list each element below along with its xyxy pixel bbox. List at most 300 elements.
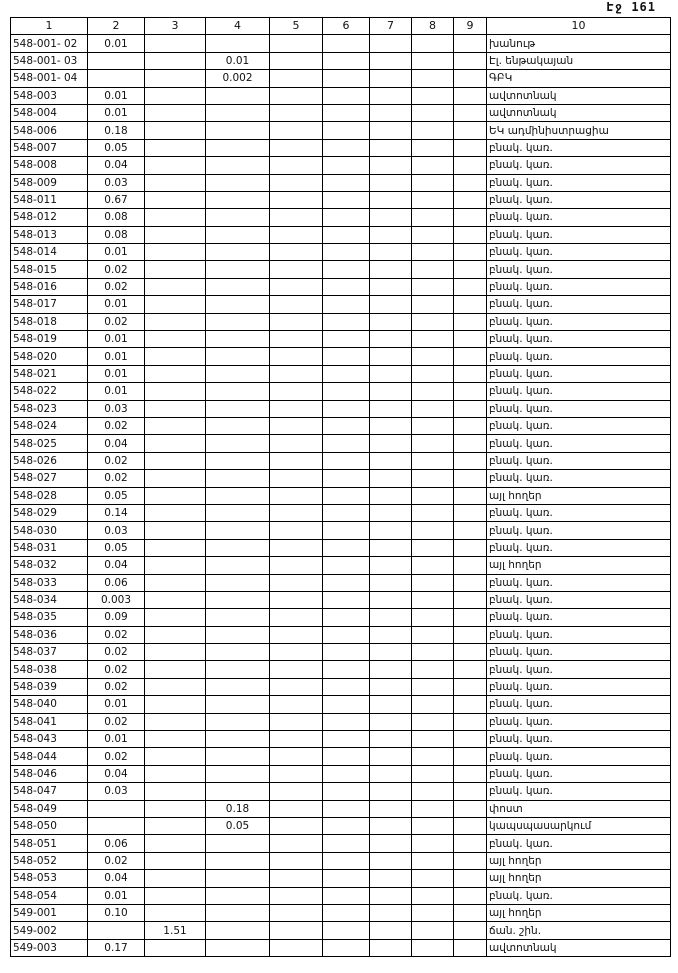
cell-col-3 [145, 817, 206, 834]
cell-col-2: 0.05 [88, 487, 145, 504]
cell-col-2 [88, 52, 145, 69]
cell-col-5 [270, 122, 323, 139]
cell-col-9 [454, 174, 487, 191]
cell-col-3 [145, 609, 206, 626]
cell-col-8 [412, 783, 454, 800]
cell-col-5 [270, 261, 323, 278]
cell-col-4 [206, 174, 270, 191]
cell-col-9 [454, 470, 487, 487]
cell-col-10: բնակ. կառ. [487, 765, 671, 782]
cell-col-2: 0.05 [88, 139, 145, 156]
cell-col-10: բնակ. կառ. [487, 696, 671, 713]
cell-col-1: 548-021 [11, 365, 88, 382]
cell-col-3 [145, 261, 206, 278]
cell-col-1: 548-020 [11, 348, 88, 365]
table-row [11, 731, 671, 748]
cell-col-10: ԳԲԿ [487, 70, 671, 87]
cell-col-4: 0.002 [206, 70, 270, 87]
cell-col-7 [370, 817, 412, 834]
cell-col-6 [323, 626, 370, 643]
cell-col-6 [323, 504, 370, 521]
cell-col-9 [454, 52, 487, 69]
cell-col-10: այլ հողեր [487, 852, 671, 869]
table-row [11, 331, 671, 348]
cell-col-7 [370, 765, 412, 782]
cell-col-8 [412, 331, 454, 348]
cell-col-3 [145, 87, 206, 104]
cell-col-6 [323, 487, 370, 504]
cell-col-10: ավտոտնակ [487, 104, 671, 121]
cell-col-7 [370, 209, 412, 226]
cell-col-6 [323, 713, 370, 730]
cell-col-2: 0.01 [88, 887, 145, 904]
cell-col-8 [412, 731, 454, 748]
table-row [11, 591, 671, 608]
cell-col-7 [370, 226, 412, 243]
cell-col-6 [323, 52, 370, 69]
cell-col-4 [206, 696, 270, 713]
cell-col-9 [454, 904, 487, 921]
cell-col-6 [323, 609, 370, 626]
table-row [11, 835, 671, 852]
cell-col-1: 548-025 [11, 435, 88, 452]
table-row [11, 296, 671, 313]
cell-col-3 [145, 713, 206, 730]
cell-col-6 [323, 939, 370, 956]
cell-col-3 [145, 852, 206, 869]
cell-col-9 [454, 400, 487, 417]
table-row [11, 904, 671, 921]
cell-col-7 [370, 191, 412, 208]
cell-col-1: 548-037 [11, 644, 88, 661]
cell-col-6 [323, 104, 370, 121]
table-row [11, 800, 671, 817]
cell-col-8 [412, 817, 454, 834]
cell-col-9 [454, 574, 487, 591]
cell-col-8 [412, 139, 454, 156]
cell-col-8 [412, 157, 454, 174]
table-row [11, 817, 671, 834]
cell-col-8 [412, 487, 454, 504]
cell-col-5 [270, 400, 323, 417]
cell-col-3 [145, 765, 206, 782]
cell-col-4: 0.01 [206, 52, 270, 69]
cell-col-5 [270, 713, 323, 730]
cell-col-9 [454, 817, 487, 834]
cell-col-3 [145, 887, 206, 904]
cell-col-4 [206, 522, 270, 539]
cell-col-8 [412, 244, 454, 261]
cell-col-2: 0.01 [88, 331, 145, 348]
cell-col-6 [323, 174, 370, 191]
cell-col-6 [323, 765, 370, 782]
cell-col-4 [206, 678, 270, 695]
cell-col-7 [370, 174, 412, 191]
cell-col-10: բնակ. կառ. [487, 209, 671, 226]
cell-col-10: բնակ. կառ. [487, 678, 671, 695]
cell-col-5 [270, 574, 323, 591]
cell-col-6 [323, 557, 370, 574]
cell-col-5 [270, 922, 323, 939]
cell-col-8 [412, 52, 454, 69]
cell-col-10: բնակ. կառ. [487, 470, 671, 487]
cell-col-7 [370, 383, 412, 400]
table-row [11, 539, 671, 556]
cell-col-7 [370, 435, 412, 452]
cell-col-3: 1.51 [145, 922, 206, 939]
cell-col-7 [370, 470, 412, 487]
cell-col-6 [323, 922, 370, 939]
cell-col-6 [323, 887, 370, 904]
cell-col-4 [206, 487, 270, 504]
cell-col-8 [412, 122, 454, 139]
cell-col-10: Էլ. ենթակայան [487, 52, 671, 69]
cell-col-6 [323, 661, 370, 678]
cell-col-7 [370, 278, 412, 295]
cell-col-6 [323, 452, 370, 469]
cell-col-5 [270, 904, 323, 921]
cell-col-10: այլ հողեր [487, 904, 671, 921]
table-row [11, 644, 671, 661]
cell-col-1: 548-032 [11, 557, 88, 574]
table-row [11, 765, 671, 782]
cell-col-5 [270, 731, 323, 748]
cell-col-5 [270, 296, 323, 313]
cell-col-7 [370, 870, 412, 887]
cell-col-3 [145, 904, 206, 921]
cell-col-3 [145, 52, 206, 69]
column-header-7: 7 [370, 18, 412, 35]
table-row [11, 435, 671, 452]
cell-col-10: բնակ. կառ. [487, 748, 671, 765]
cell-col-9 [454, 122, 487, 139]
cell-col-6 [323, 591, 370, 608]
cell-col-8 [412, 278, 454, 295]
cell-col-4 [206, 348, 270, 365]
cell-col-9 [454, 557, 487, 574]
cell-col-8 [412, 452, 454, 469]
cell-col-8 [412, 922, 454, 939]
cell-col-7 [370, 365, 412, 382]
cell-col-5 [270, 331, 323, 348]
cell-col-9 [454, 644, 487, 661]
cell-col-4 [206, 191, 270, 208]
cell-col-6 [323, 244, 370, 261]
cell-col-10: բնակ. կառ. [487, 731, 671, 748]
cell-col-2: 0.08 [88, 209, 145, 226]
cell-col-10: բնակ. կառ. [487, 835, 671, 852]
cell-col-4 [206, 557, 270, 574]
cell-col-8 [412, 800, 454, 817]
cell-col-9 [454, 870, 487, 887]
cell-col-3 [145, 35, 206, 52]
cell-col-3 [145, 800, 206, 817]
cell-col-10: բնակ. կառ. [487, 574, 671, 591]
cell-col-7 [370, 591, 412, 608]
cell-col-4 [206, 887, 270, 904]
cell-col-9 [454, 348, 487, 365]
cell-col-4 [206, 435, 270, 452]
cell-col-10: բնակ. կառ. [487, 609, 671, 626]
cell-col-1: 548-001- 02 [11, 35, 88, 52]
table-row [11, 87, 671, 104]
table-row [11, 278, 671, 295]
cell-col-5 [270, 939, 323, 956]
cell-col-2: 0.01 [88, 35, 145, 52]
column-header-1: 1 [11, 18, 88, 35]
cell-col-2: 0.04 [88, 870, 145, 887]
cell-col-5 [270, 191, 323, 208]
cell-col-4 [206, 383, 270, 400]
table-row [11, 191, 671, 208]
cell-col-10: բնակ. կառ. [487, 313, 671, 330]
cell-col-6 [323, 417, 370, 434]
cell-col-8 [412, 626, 454, 643]
cell-col-9 [454, 244, 487, 261]
cell-col-10: բնակ. կառ. [487, 383, 671, 400]
column-header-4: 4 [206, 18, 270, 35]
cell-col-3 [145, 574, 206, 591]
cell-col-8 [412, 104, 454, 121]
cell-col-6 [323, 470, 370, 487]
cell-col-5 [270, 678, 323, 695]
cell-col-7 [370, 157, 412, 174]
cell-col-8 [412, 609, 454, 626]
cell-col-4 [206, 539, 270, 556]
cell-col-2: 0.03 [88, 522, 145, 539]
cell-col-1: 548-008 [11, 157, 88, 174]
cell-col-10: բնակ. կառ. [487, 226, 671, 243]
cell-col-9 [454, 383, 487, 400]
cell-col-9 [454, 435, 487, 452]
cell-col-5 [270, 383, 323, 400]
cell-col-10: բնակ. կառ. [487, 261, 671, 278]
cell-col-3 [145, 661, 206, 678]
cell-col-3 [145, 278, 206, 295]
cell-col-6 [323, 870, 370, 887]
cell-col-4 [206, 713, 270, 730]
cell-col-5 [270, 696, 323, 713]
cell-col-2: 0.01 [88, 104, 145, 121]
cell-col-8 [412, 678, 454, 695]
cell-col-10: բնակ. կառ. [487, 713, 671, 730]
cell-col-1: 548-012 [11, 209, 88, 226]
cell-col-6 [323, 522, 370, 539]
cell-col-5 [270, 139, 323, 156]
cell-col-9 [454, 765, 487, 782]
cell-col-5 [270, 783, 323, 800]
cell-col-8 [412, 470, 454, 487]
cell-col-2 [88, 922, 145, 939]
cell-col-2: 0.01 [88, 244, 145, 261]
cell-col-6 [323, 70, 370, 87]
cell-col-7 [370, 852, 412, 869]
cell-col-9 [454, 748, 487, 765]
cell-col-6 [323, 904, 370, 921]
cell-col-1: 548-038 [11, 661, 88, 678]
cell-col-3 [145, 400, 206, 417]
table-row [11, 226, 671, 243]
cell-col-2: 0.02 [88, 852, 145, 869]
cell-col-9 [454, 417, 487, 434]
cell-col-3 [145, 365, 206, 382]
cell-col-5 [270, 800, 323, 817]
cell-col-4 [206, 765, 270, 782]
cell-col-10: ավտոտնակ [487, 939, 671, 956]
cell-col-10: բնակ. կառ. [487, 400, 671, 417]
cell-col-9 [454, 487, 487, 504]
cell-col-8 [412, 696, 454, 713]
cell-col-4 [206, 870, 270, 887]
cell-col-3 [145, 644, 206, 661]
cell-col-8 [412, 209, 454, 226]
cell-col-5 [270, 244, 323, 261]
cell-col-6 [323, 383, 370, 400]
cell-col-3 [145, 835, 206, 852]
cell-col-6 [323, 835, 370, 852]
cell-col-3 [145, 678, 206, 695]
cell-col-8 [412, 574, 454, 591]
cell-col-3 [145, 244, 206, 261]
cell-col-5 [270, 644, 323, 661]
cell-col-9 [454, 452, 487, 469]
cell-col-6 [323, 209, 370, 226]
cell-col-9 [454, 835, 487, 852]
cell-col-7 [370, 609, 412, 626]
cell-col-8 [412, 522, 454, 539]
cell-col-5 [270, 470, 323, 487]
cell-col-5 [270, 487, 323, 504]
table-row [11, 261, 671, 278]
cell-col-2: 0.14 [88, 504, 145, 521]
cell-col-10: փոստ [487, 800, 671, 817]
cell-col-2: 0.01 [88, 731, 145, 748]
cell-col-8 [412, 748, 454, 765]
cell-col-7 [370, 261, 412, 278]
cell-col-4 [206, 35, 270, 52]
cell-col-10: ԵԿ ադմինիստրացիա [487, 122, 671, 139]
cell-col-6 [323, 435, 370, 452]
cell-col-1: 548-024 [11, 417, 88, 434]
cell-col-2: 0.02 [88, 661, 145, 678]
cell-col-4 [206, 748, 270, 765]
cell-col-3 [145, 748, 206, 765]
cell-col-2: 0.03 [88, 400, 145, 417]
cell-col-3 [145, 122, 206, 139]
cell-col-2: 0.04 [88, 435, 145, 452]
cell-col-1: 548-046 [11, 765, 88, 782]
cell-col-3 [145, 157, 206, 174]
cell-col-4 [206, 261, 270, 278]
cell-col-9 [454, 35, 487, 52]
cell-col-9 [454, 157, 487, 174]
cell-col-4 [206, 504, 270, 521]
cell-col-8 [412, 887, 454, 904]
cell-col-5 [270, 835, 323, 852]
cell-col-9 [454, 626, 487, 643]
cell-col-6 [323, 800, 370, 817]
cell-col-1: 549-002 [11, 922, 88, 939]
cell-col-7 [370, 557, 412, 574]
cell-col-7 [370, 644, 412, 661]
cell-col-6 [323, 365, 370, 382]
cell-col-10: բնակ. կառ. [487, 365, 671, 382]
cell-col-5 [270, 452, 323, 469]
table-row [11, 174, 671, 191]
cell-col-5 [270, 52, 323, 69]
cell-col-8 [412, 174, 454, 191]
cell-col-3 [145, 348, 206, 365]
column-header-3: 3 [145, 18, 206, 35]
cell-col-1: 548-040 [11, 696, 88, 713]
cell-col-8 [412, 435, 454, 452]
table-row [11, 52, 671, 69]
cell-col-10: բնակ. կառ. [487, 139, 671, 156]
header-row [11, 18, 671, 35]
cell-col-5 [270, 609, 323, 626]
cell-col-5 [270, 504, 323, 521]
cell-col-10: բնակ. կառ. [487, 435, 671, 452]
cell-col-8 [412, 557, 454, 574]
cell-col-2: 0.01 [88, 383, 145, 400]
table-row [11, 696, 671, 713]
cell-col-4 [206, 400, 270, 417]
cell-col-5 [270, 417, 323, 434]
cell-col-8 [412, 870, 454, 887]
cell-col-8 [412, 226, 454, 243]
cell-col-8 [412, 383, 454, 400]
table-row [11, 609, 671, 626]
cell-col-7 [370, 348, 412, 365]
table-row [11, 157, 671, 174]
cell-col-8 [412, 35, 454, 52]
table-row [11, 748, 671, 765]
cell-col-5 [270, 87, 323, 104]
cell-col-2: 0.03 [88, 174, 145, 191]
cell-col-7 [370, 52, 412, 69]
cell-col-5 [270, 557, 323, 574]
cell-col-8 [412, 417, 454, 434]
cell-col-1: 549-001 [11, 904, 88, 921]
cell-col-8 [412, 765, 454, 782]
table-row [11, 470, 671, 487]
cell-col-8 [412, 261, 454, 278]
cell-col-5 [270, 104, 323, 121]
table-row [11, 939, 671, 956]
cell-col-9 [454, 922, 487, 939]
cell-col-8 [412, 191, 454, 208]
cell-col-2: 0.01 [88, 87, 145, 104]
cell-col-5 [270, 348, 323, 365]
cell-col-2: 0.06 [88, 835, 145, 852]
cell-col-7 [370, 522, 412, 539]
cell-col-2: 0.02 [88, 261, 145, 278]
cell-col-4 [206, 331, 270, 348]
cell-col-1: 548-007 [11, 139, 88, 156]
cell-col-7 [370, 904, 412, 921]
cell-col-10: բնակ. կառ. [487, 539, 671, 556]
cell-col-8 [412, 713, 454, 730]
cell-col-2: 0.01 [88, 365, 145, 382]
cell-col-1: 548-019 [11, 331, 88, 348]
cell-col-3 [145, 383, 206, 400]
cell-col-7 [370, 922, 412, 939]
table-row [11, 383, 671, 400]
cell-col-9 [454, 731, 487, 748]
cell-col-8 [412, 296, 454, 313]
cell-col-4 [206, 852, 270, 869]
cell-col-1: 548-050 [11, 817, 88, 834]
